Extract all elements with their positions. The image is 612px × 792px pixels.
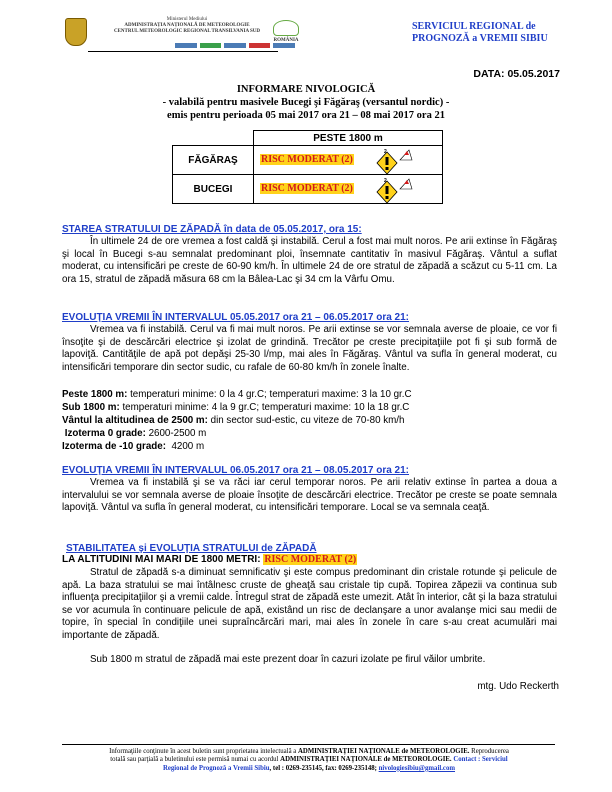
bulletin-date: DATA: 05.05.2017	[473, 68, 560, 80]
org-line-2: ADMINISTRAȚIA NAȚIONALĂ DE METEOROLOGIE	[124, 23, 250, 28]
org-line-3: CENTRUL METEOROLOGIC REGIONAL TRANSILVANIA SUD	[113, 29, 261, 34]
wind-2500m: Vântul la altitudinea de 2500 m: din sector sud-estic, cu viteze de 70-80 km/h	[62, 415, 405, 426]
snow-state-text: În ultimele 24 de ore vremea a fost caldă şi instabilă. Cerul a fost mai mult noros. Pe arii extinse în Făgăraş şi local în Bucegi s-au semnalat predominant ploi, însemnate cantitativ în masivul Făgăraş. Vântul a suflat moderat, cu intensificări pe creste de 60-90 km/h. În ultimele 24 de ore stratul de zăpadă a scăzut cu 5-11 cm. La ora 15, stratul de zăpadă măsura 68 cm la Bâlea-Lac şi 34 cm la Vârfu Omu.	[62, 236, 557, 285]
header-divider	[88, 51, 278, 52]
service-line-1: SERVICIUL REGIONAL de	[412, 21, 536, 32]
footer-divider	[62, 744, 555, 745]
altitude-risk-badge: RISC MODERAT (2)	[264, 554, 357, 565]
avalanche-danger-icon	[374, 177, 414, 203]
table-row	[173, 175, 443, 204]
risk-table	[172, 130, 443, 204]
risk-badge: RISC MODERAT (2)	[261, 154, 353, 165]
romania-crest-logo	[65, 18, 87, 46]
below-1800-text: Sub 1800 m stratul de zăpadă mai este prezent doar în cazuri izolate pe firul văilor umbrite.	[90, 654, 486, 665]
risk-badge: RISC MODERAT (2)	[261, 183, 353, 194]
isotherm-0: Izoterma 0 grade: 2600-2500 m	[62, 428, 207, 439]
massif-name: FĂGĂRAŞ	[173, 146, 254, 175]
page-title: INFORMARE NIVOLOGICĂ	[236, 84, 376, 95]
avalanche-danger-icon	[374, 148, 414, 174]
stability-text: Stratul de zăpadă s-a diminuat semnificativ şi este compus predominant din cristale rotunde şi pelicule de apă. La baza stratului se mai întâlnesc cruste de gheaţă sau cristale tip cupă. Topirea zăpezii va continua sub influenţa precipitaţiilor şi a vremii calde. Întregul strat de zăpadă este umezit. Atât în interior, cât şi la baza stratului se vor acumula în continuare pelicule de apă, existând un risc de declanşare a unor avalanşe mici sau medii de topire, în special în condiţiile unei supraîncărcări mari, mai ales în zonele în care s-au creat acumulări mai importante de zăpadă.	[62, 567, 557, 641]
meteo-romania-logo	[273, 20, 299, 36]
org-header	[92, 17, 282, 35]
page-subtitle: - valabilă pentru masivele Bucegi şi Făgăraş (versantul nordic) -	[162, 97, 450, 108]
footer: Informaţiile conţinute în acest buletin sunt proprietatea intelectuală a ADMINISTRAŢIEI NAŢIONALE de METEOROLOGIE. Reproducerea totală sau parţială a buletinului este permisă numai cu acordul ADMINISTRAŢIEI NAŢIONALE de METEOROLOGIE. Contact : Serviciul Regional de Prognoză a Vremii Sibiu, tel : 0269-235145, fax: 0269-235148; nivologiesibiu@gmail.com	[109, 748, 509, 772]
service-line-2: PROGNOZĂ a VREMII SIBIU	[412, 33, 548, 44]
validity-period: emis pentru perioada 05 mai 2017 ora 21 – 08 mai 2017 ora 21	[167, 110, 445, 121]
risk-table-header: PESTE 1800 m	[254, 131, 443, 146]
weather-evolution-2-heading: EVOLUŢIA VREMII ÎN INTERVALUL 06.05.2017 ora 21 – 08.05.2017 ora 21:	[62, 465, 410, 476]
weather-evolution-1-text: Vremea va fi instabilă. Cerul va fi mai mult noros. Pe arii extinse se vor semnala averse de ploaie, ce vor fi însoţite şi de descărcări electrice şi izolat de grindină. Trecător pe creste precipitaţiile pot fi şi sub formă de lapoviţă. Cantităţile de apă pot depăşi 25-30 l/mp, mai ales în Făgăraş. Vântul va sufla în general moderat, cu intensificări temporare din sector sudic, cu rafale de 60-80 km/h în zonele înalte.	[62, 324, 557, 373]
org-line-1: Ministerul Mediului	[166, 17, 208, 22]
risk-level-number: 2	[384, 178, 387, 184]
risk-level-number: 2	[384, 149, 387, 155]
contact-email-link[interactable]: nivologiesibiu@gmail.com	[378, 764, 456, 772]
temp-above-1800: Peste 1800 m: temperaturi minime: 0 la 4 gr.C; temperaturi maxime: 3 la 10 gr.C	[62, 389, 412, 400]
massif-name: BUCEGI	[173, 175, 254, 204]
table-row	[173, 146, 443, 175]
temp-below-1800: Sub 1800 m: temperaturi minime: 4 la 9 gr.C; temperaturi maxime: 10 la 18 gr.C	[62, 402, 410, 413]
weather-evolution-2-text: Vremea va fi instabilă şi se va răci iar cerul temporar noros. Pe arii relativ extinse în partea a doua a intervalului se vor semnala averse de ploaie însoţite de descărcări electrice. Trecător pe creste se poate semnala lapoviţă. Vântul va sufla în general moderat, cu intensificări temporare. Local se va semnala ceaţă.	[62, 477, 557, 514]
isotherm-minus-10: Izoterma de -10 grade: 4200 m	[62, 441, 205, 452]
altitude-risk-line	[62, 554, 357, 565]
altitude-label: LA ALTITUDINI MAI MARI DE 1800 METRI:	[62, 554, 261, 565]
snow-state-heading: STAREA STRATULUI DE ZĂPADĂ în data de 05.05.2017, ora 15:	[62, 224, 362, 235]
meteo-logo-label: ROMÂNIA	[273, 38, 299, 43]
weather-evolution-1-heading: EVOLUŢIA VREMII ÎN INTERVALUL 05.05.2017 ora 21 – 06.05.2017 ora 21:	[62, 312, 410, 323]
signature: mtg. Udo Reckerth	[477, 681, 559, 692]
stability-heading: STABILITATEA şi EVOLUŢIA STRATULUI de ZĂPADĂ	[66, 543, 317, 554]
service-title	[412, 21, 572, 45]
